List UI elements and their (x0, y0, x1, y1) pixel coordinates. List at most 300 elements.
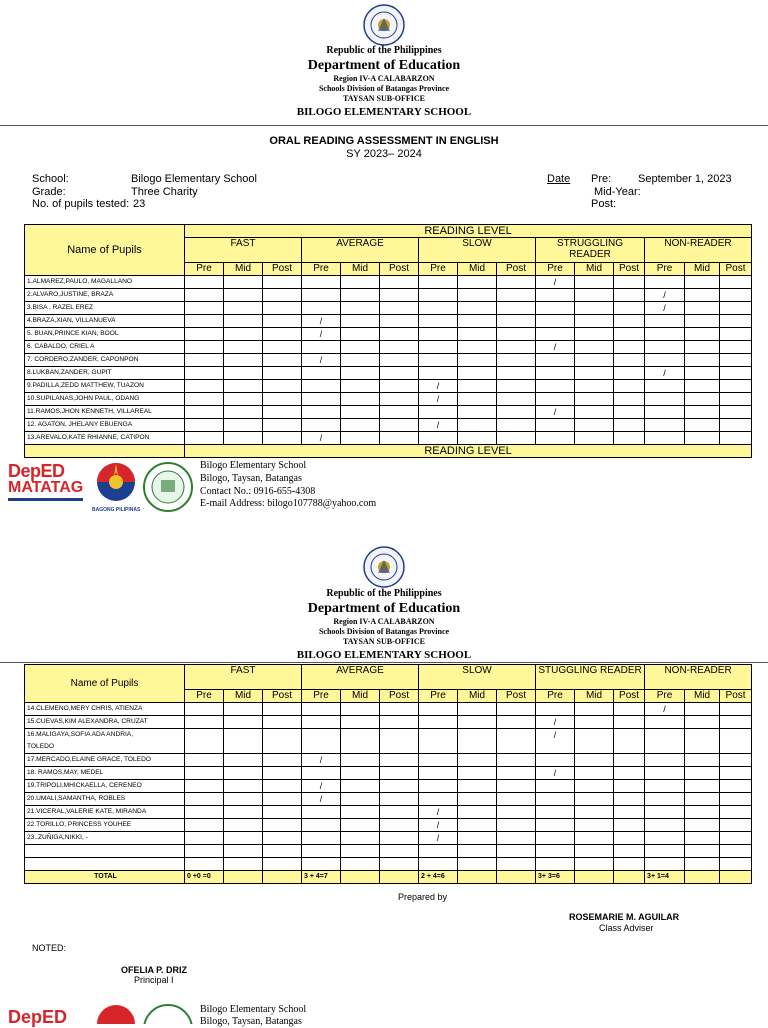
assessment-cell (341, 767, 380, 780)
footer-school-page2: Bilogo Elementary School (200, 1004, 307, 1015)
assessment-cell (536, 432, 575, 445)
assessment-mark: / (419, 380, 458, 393)
assessment-cell (419, 315, 458, 328)
assessment-cell (497, 716, 536, 729)
assessment-cell (720, 341, 752, 354)
assessment-mark: / (536, 729, 575, 754)
pupil-name (25, 729, 185, 754)
assessment-cell (263, 315, 302, 328)
assessment-cell (185, 767, 224, 780)
assessment-cell (224, 432, 263, 445)
assessment-cell (645, 328, 685, 341)
assessment-cell (614, 328, 645, 341)
assessment-cell (380, 806, 419, 819)
assessment-cell (575, 419, 614, 432)
pupil-name: 11.RAMOS,JHON KENNETH, VILLAREAL (25, 406, 185, 419)
assessment-cell (419, 289, 458, 302)
assessment-cell (536, 806, 575, 819)
assessment-cell (341, 406, 380, 419)
assessment-cell (645, 315, 685, 328)
assessment-cell (536, 367, 575, 380)
assessment-cell (497, 793, 536, 806)
assessment-cell (497, 276, 536, 289)
assessment-cell (720, 406, 752, 419)
assessment-cell (380, 419, 419, 432)
assessment-cell (380, 703, 419, 716)
pupil-name: 13.AREVALO,KATE RHIANNE, CATIPON (25, 432, 185, 445)
assessment-cell (341, 729, 380, 754)
pupil-row (25, 276, 752, 289)
assessment-cell (575, 380, 614, 393)
assessment-cell (458, 806, 497, 819)
total-value: 2 + 4=6 (419, 871, 458, 884)
sub-header-post: Post (497, 263, 536, 276)
assessment-cell (341, 276, 380, 289)
assessment-mark: / (302, 328, 341, 341)
assessment-cell (536, 819, 575, 832)
assessment-cell (645, 432, 685, 445)
assessment-cell (720, 703, 752, 716)
pupil-row (25, 419, 752, 432)
assessment-cell (263, 780, 302, 793)
assessment-cell (497, 432, 536, 445)
total-blank (497, 871, 536, 884)
assessment-cell (341, 380, 380, 393)
post-label: Post: (591, 198, 617, 210)
assessment-cell (302, 832, 341, 845)
empty-cell (185, 845, 224, 858)
assessment-cell (536, 793, 575, 806)
empty-cell (25, 845, 185, 858)
assessment-cell (263, 806, 302, 819)
pupil-name: 10.SUPILANAS,JOHN PAUL, ODANG (25, 393, 185, 406)
assessment-cell (536, 380, 575, 393)
assessment-cell (380, 780, 419, 793)
assessment-cell (263, 380, 302, 393)
assessment-cell (685, 328, 720, 341)
assessment-cell (720, 354, 752, 367)
assessment-cell (497, 729, 536, 754)
assessment-cell (263, 276, 302, 289)
empty-cell (419, 845, 458, 858)
pupil-row (25, 432, 752, 445)
assessment-cell (263, 341, 302, 354)
assessment-cell (497, 780, 536, 793)
empty-cell (536, 845, 575, 858)
assessment-cell (497, 315, 536, 328)
empty-cell (380, 845, 419, 858)
sub-header-post: Post (614, 690, 645, 703)
assessment-cell (536, 832, 575, 845)
assessment-cell (185, 419, 224, 432)
total-blank (614, 871, 645, 884)
assessment-cell (614, 276, 645, 289)
sub-header-pre: Pre (185, 690, 224, 703)
assessment-cell (380, 354, 419, 367)
assessment-cell (720, 767, 752, 780)
pupil-row (25, 302, 752, 315)
footer-email: E-mail Address: bilogo107788@yahoo.com (200, 498, 377, 509)
assessment-cell (263, 716, 302, 729)
assessment-cell (341, 703, 380, 716)
sub-header-post: Post (614, 263, 645, 276)
assessment-cell (341, 806, 380, 819)
assessment-cell (614, 767, 645, 780)
assessment-cell (185, 315, 224, 328)
empty-cell (185, 858, 224, 871)
reading-level-footer: READING LEVEL (185, 445, 752, 458)
empty-cell (536, 858, 575, 871)
assessment-cell (645, 716, 685, 729)
assessment-cell (302, 302, 341, 315)
assessment-cell (380, 793, 419, 806)
deped-matatag-logo (8, 462, 83, 501)
empty-cell (263, 858, 302, 871)
assessment-cell (302, 406, 341, 419)
assessment-cell (497, 393, 536, 406)
department-text-page2: Department of Education (307, 601, 461, 616)
assessment-cell (536, 328, 575, 341)
pupil-name: 19.TRIPOLI,MHICKAELLA, CERENEO (25, 780, 185, 793)
assessment-cell (645, 341, 685, 354)
assessment-cell (575, 432, 614, 445)
assessment-cell (614, 432, 645, 445)
assessment-cell (185, 406, 224, 419)
assessment-cell (302, 716, 341, 729)
pupil-name: 9.PADILLA,ZEDD MATTHEW, TUAZON (25, 380, 185, 393)
assessment-cell (263, 302, 302, 315)
assessment-cell (185, 432, 224, 445)
pupil-row (25, 393, 752, 406)
bottom-blank-cell (25, 445, 185, 458)
assessment-cell (302, 819, 341, 832)
assessment-cell (263, 328, 302, 341)
deped-seal-icon (363, 4, 405, 46)
assessment-cell (645, 393, 685, 406)
total-blank (224, 871, 263, 884)
assessment-cell (224, 315, 263, 328)
region-text-page2: Region IV-A CALABARZON (333, 617, 435, 626)
assessment-cell (380, 276, 419, 289)
reading-level-table-page2 (24, 664, 752, 884)
total-blank (263, 871, 302, 884)
assessment-cell (575, 406, 614, 419)
assessment-cell (685, 819, 720, 832)
assessment-cell (614, 302, 645, 315)
assessment-cell (614, 315, 645, 328)
level-header: FAST (185, 238, 302, 263)
assessment-cell (614, 819, 645, 832)
sub-header-pre: Pre (645, 690, 685, 703)
assessment-cell (645, 354, 685, 367)
assessment-cell (263, 703, 302, 716)
assessment-cell (614, 380, 645, 393)
total-row (25, 871, 752, 884)
assessment-cell (302, 729, 341, 754)
assessment-cell (458, 302, 497, 315)
mid-year-label: Mid-Year: (594, 186, 641, 198)
assessment-cell (575, 328, 614, 341)
assessment-cell (575, 729, 614, 754)
assessment-cell (224, 367, 263, 380)
pupils-tested-label: No. of pupils tested: (32, 198, 130, 210)
pupil-row (25, 367, 752, 380)
assessment-cell (380, 716, 419, 729)
pupil-name: 5. BUAN,PRINCE KIAN, BOOL (25, 328, 185, 341)
assessment-cell (685, 716, 720, 729)
assessment-cell (263, 819, 302, 832)
empty-cell (341, 858, 380, 871)
school-value: Bilogo Elementary School (131, 173, 257, 185)
assessment-cell (645, 832, 685, 845)
assessment-cell (419, 354, 458, 367)
assessment-mark: / (536, 716, 575, 729)
assessment-cell (302, 806, 341, 819)
assessment-cell (458, 703, 497, 716)
assessment-cell (720, 832, 752, 845)
assessment-cell (380, 393, 419, 406)
assessment-cell (341, 328, 380, 341)
assessment-mark: / (302, 354, 341, 367)
adviser-title: Class Adviser (599, 923, 654, 933)
assessment-cell (380, 380, 419, 393)
sub-header-post: Post (497, 690, 536, 703)
assessment-cell (720, 793, 752, 806)
assessment-cell (341, 367, 380, 380)
assessment-cell (497, 767, 536, 780)
assessment-cell (614, 354, 645, 367)
pupil-row (25, 754, 752, 767)
assessment-cell (224, 729, 263, 754)
assessment-cell (419, 729, 458, 754)
school-seal-icon-page2 (143, 1004, 193, 1024)
assessment-cell (224, 819, 263, 832)
assessment-cell (685, 432, 720, 445)
sub-header-post: Post (263, 263, 302, 276)
assessment-mark: / (536, 341, 575, 354)
assessment-mark: / (536, 276, 575, 289)
deped-logo-text-page2: DepED (8, 1007, 68, 1027)
assessment-cell (458, 819, 497, 832)
assessment-cell (685, 703, 720, 716)
assessment-cell (185, 341, 224, 354)
assessment-cell (341, 302, 380, 315)
assessment-cell (419, 716, 458, 729)
assessment-cell (720, 289, 752, 302)
assessment-cell (419, 703, 458, 716)
school-seal-icon (143, 462, 193, 512)
assessment-cell (380, 315, 419, 328)
sub-office-text-page2: TAYSAN SUB-OFFICE (342, 637, 425, 646)
total-blank (575, 871, 614, 884)
assessment-cell (419, 341, 458, 354)
pupil-name: 12. AGATON, JHELANY EBUENGA (25, 419, 185, 432)
assessment-cell (380, 367, 419, 380)
assessment-cell (341, 432, 380, 445)
pupil-row (25, 341, 752, 354)
assessment-cell (302, 289, 341, 302)
pupils-tested-value: 23 (133, 198, 146, 210)
sub-header-post: Post (263, 690, 302, 703)
assessment-cell (645, 767, 685, 780)
assessment-cell (458, 289, 497, 302)
total-blank (720, 871, 752, 884)
assessment-cell (645, 819, 685, 832)
assessment-cell (263, 354, 302, 367)
sub-header-pre: Pre (419, 690, 458, 703)
assessment-cell (575, 354, 614, 367)
assessment-cell (614, 754, 645, 767)
sub-header-pre: Pre (302, 690, 341, 703)
assessment-cell (685, 367, 720, 380)
assessment-cell (341, 716, 380, 729)
assessment-cell (263, 729, 302, 754)
pupil-name: 6. CABALDO, CRIEL A (25, 341, 185, 354)
level-header: SLOW (419, 238, 536, 263)
level-header: STRUGGLING READER (536, 238, 645, 263)
assessment-cell (720, 716, 752, 729)
assessment-cell (458, 315, 497, 328)
pupil-row (25, 328, 752, 341)
sub-header-post: Post (380, 690, 419, 703)
empty-cell (614, 845, 645, 858)
pupil-row (25, 380, 752, 393)
pupil-row (25, 819, 752, 832)
assessment-mark: / (419, 393, 458, 406)
empty-cell (458, 858, 497, 871)
assessment-cell (614, 341, 645, 354)
empty-cell (720, 858, 752, 871)
assessment-cell (458, 419, 497, 432)
total-value: 3+ 3=6 (536, 871, 575, 884)
assessment-cell (224, 793, 263, 806)
assessment-cell (380, 729, 419, 754)
assessment-cell (224, 780, 263, 793)
pupil-name: 2.ALVARO,JUSTINE, BRAZA (25, 289, 185, 302)
assessment-cell (419, 432, 458, 445)
assessment-cell (458, 780, 497, 793)
pupil-name: 23..ZUÑIGA,NIKKI, - (25, 832, 185, 845)
pupil-row (25, 832, 752, 845)
bagong-pilipinas-icon (92, 462, 140, 508)
assessment-cell (575, 289, 614, 302)
deped-logo-page2 (8, 1008, 67, 1026)
assessment-cell (458, 406, 497, 419)
assessment-mark: / (645, 703, 685, 716)
pupil-row (25, 289, 752, 302)
bagong-pilipinas-text: BAGONG PILIPINAS (92, 507, 141, 513)
assessment-cell (185, 276, 224, 289)
pupil-row (25, 806, 752, 819)
assessment-cell (575, 367, 614, 380)
assessment-cell (458, 754, 497, 767)
assessment-cell (614, 703, 645, 716)
division-text: Schools Division of Batangas Province (318, 84, 450, 93)
assessment-cell (685, 276, 720, 289)
assessment-cell (575, 716, 614, 729)
pupil-name: 4.BRAZA,XIAN, VILLANUEVA (25, 315, 185, 328)
assessment-cell (302, 419, 341, 432)
assessment-cell (497, 328, 536, 341)
assessment-cell (263, 754, 302, 767)
pupil-name: 20.UMALI,SAMANTHA, ROBLES (25, 793, 185, 806)
assessment-mark: / (302, 754, 341, 767)
assessment-cell (645, 754, 685, 767)
assessment-cell (614, 716, 645, 729)
assessment-cell (645, 276, 685, 289)
total-blank (685, 871, 720, 884)
footer-contact: Contact No.: 0916-655-4308 (200, 486, 316, 497)
assessment-cell (341, 354, 380, 367)
assessment-mark: / (645, 367, 685, 380)
assessment-cell (224, 354, 263, 367)
assessment-cell (224, 767, 263, 780)
assessment-cell (497, 703, 536, 716)
assessment-cell (720, 819, 752, 832)
empty-cell (224, 845, 263, 858)
region-text: Region IV-A CALABARZON (333, 74, 435, 83)
assessment-cell (685, 780, 720, 793)
pupil-name-line2: TOLEDO (27, 743, 54, 750)
empty-cell (419, 858, 458, 871)
assessment-cell (185, 328, 224, 341)
assessment-cell (341, 754, 380, 767)
pupil-row (25, 793, 752, 806)
empty-cell (497, 845, 536, 858)
assessment-cell (720, 419, 752, 432)
assessment-mark: / (302, 793, 341, 806)
assessment-cell (720, 754, 752, 767)
assessment-cell (536, 780, 575, 793)
total-label: TOTAL (25, 871, 185, 884)
pupil-row (25, 703, 752, 716)
republic-text: Republic of the Philippines (326, 45, 442, 56)
assessment-cell (720, 367, 752, 380)
footer-school: Bilogo Elementary School (200, 460, 307, 471)
total-value: 3 + 4=7 (302, 871, 341, 884)
assessment-cell (185, 302, 224, 315)
footer-address: Bilogo, Taysan, Batangas (200, 473, 302, 484)
pupil-name: 3.BISA , RAZEL EREZ (25, 302, 185, 315)
pupil-row (25, 315, 752, 328)
assessment-cell (497, 354, 536, 367)
assessment-cell (458, 380, 497, 393)
assessment-cell (458, 276, 497, 289)
assessment-cell (575, 780, 614, 793)
assessment-cell (458, 328, 497, 341)
sub-header-pre: Pre (536, 690, 575, 703)
sub-header-pre: Pre (185, 263, 224, 276)
assessment-cell (720, 315, 752, 328)
assessment-cell (497, 380, 536, 393)
assessment-cell (185, 729, 224, 754)
sub-header-pre: Pre (645, 263, 685, 276)
assessment-cell (185, 780, 224, 793)
assessment-cell (458, 729, 497, 754)
assessment-cell (263, 367, 302, 380)
assessment-cell (497, 289, 536, 302)
school-header-text-page2: BILOGO ELEMENTARY SCHOOL (296, 649, 472, 661)
assessment-cell (685, 419, 720, 432)
assessment-cell (224, 276, 263, 289)
assessment-cell (341, 832, 380, 845)
assessment-cell (419, 328, 458, 341)
empty-row (25, 858, 752, 871)
sub-header-pre: Pre (536, 263, 575, 276)
assessment-cell (685, 832, 720, 845)
assessment-cell (185, 393, 224, 406)
assessment-cell (645, 793, 685, 806)
